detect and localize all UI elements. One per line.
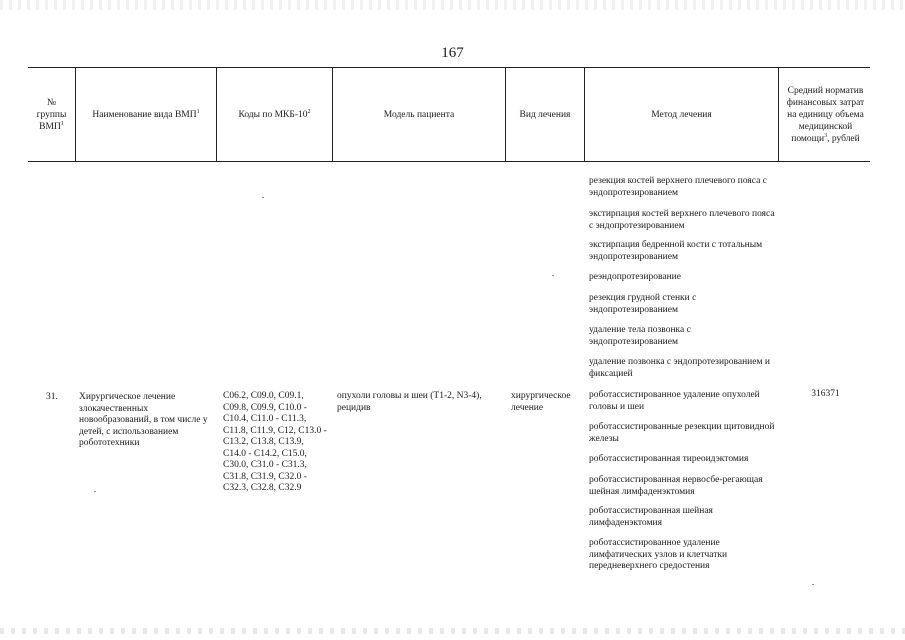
row31-treatment-type: хирургическое лечение	[511, 391, 571, 413]
continued-method-5: резекция грудной стенки с эндопротезированием	[589, 293, 697, 315]
continued-method-3: экстирпация бедренной кости с тотальным эндопротезированием	[589, 240, 763, 262]
scan-speck	[812, 584, 814, 585]
continued-method-4: реэндопротезирование	[589, 272, 681, 282]
header-treatment-type-text: Вид лечения	[519, 109, 571, 120]
row31-average-cost: 316371	[811, 389, 840, 399]
row31-method-3: роботассистированная тиреоидэктомия	[589, 454, 749, 464]
header-bottom-border	[28, 161, 870, 162]
scan-speck	[552, 275, 554, 276]
header-vmp-name	[76, 68, 216, 161]
row31-method-1: роботассистированное удаление опухолей головы и шеи	[589, 390, 760, 412]
row31-group-number: 31.	[46, 392, 58, 402]
page-number: 167	[441, 45, 464, 61]
row31-method-6: роботассистированное удаление лимфатических узлов и клетчатки передневерхнего средостения	[589, 538, 728, 571]
header-average-cost-text: Средний норматив финансовых затрат на единицу объема медицинской помощи$^3$, рублей	[786, 85, 865, 144]
header-vmp-name-text: Наименование вида ВМП$^1$	[92, 108, 200, 120]
continued-method-1: резекция костей верхнего плечевого пояса с эндопротезированием	[589, 176, 767, 198]
header-icd-codes	[217, 68, 332, 161]
row31-method-2: роботассистированные резекции щитовидной железы	[589, 422, 775, 444]
row31-icd-codes: C06.2, C09.0, C09.1, C09.8, C09.9, C10.0 - C10.4, C11.0 - C11.3, C11.8, C11.9, C12, C13.0 - C13.2, C13.8, C13.9, C14.0 - C14.2, C15.0, C30.0, C31.0 - C31.3, C31.8, C31.9, C32.0 - C32.3, C32.8, C32.9	[223, 391, 327, 493]
row31-method-5: роботассистированная шейная лимфаденэктомия	[589, 506, 713, 528]
scan-speck	[94, 491, 96, 492]
header-patient-model-text: Модель пациента	[383, 109, 455, 120]
row31-patient-model: опухоли головы и шеи (T1-2, N3-4), рецидив	[337, 391, 482, 413]
header-treatment-method	[585, 68, 778, 161]
header-treatment-type	[506, 68, 584, 161]
scan-speck	[262, 197, 264, 198]
header-patient-model	[333, 68, 505, 161]
continued-method-2: экстирпация костей верхнего плечевого пояса с эндопротезированием	[589, 209, 775, 231]
row31-vmp-name: Хирургическое лечение злокачественных новообразований, в том числе у детей, с использованием робототехники	[79, 392, 208, 448]
header-group-number-text: № группы ВМП$^1$	[36, 97, 67, 132]
scan-edge-top	[0, 0, 905, 10]
header-group-number	[28, 68, 75, 161]
row31-method-4: роботассистированная нервосбе-регающая шейная лимфаденэктомия	[589, 475, 763, 497]
continued-method-6: удаление тела позвонка с эндопротезированием	[589, 325, 691, 347]
header-icd-codes-text: Коды по МКБ-$10^2$	[238, 108, 311, 120]
header-average-cost	[779, 68, 872, 161]
header-treatment-method-text: Метод лечения	[651, 109, 712, 120]
scan-edge-bottom	[0, 628, 905, 634]
continued-method-7: удаление позвонка с эндопротезированием и фиксацией	[589, 357, 770, 379]
